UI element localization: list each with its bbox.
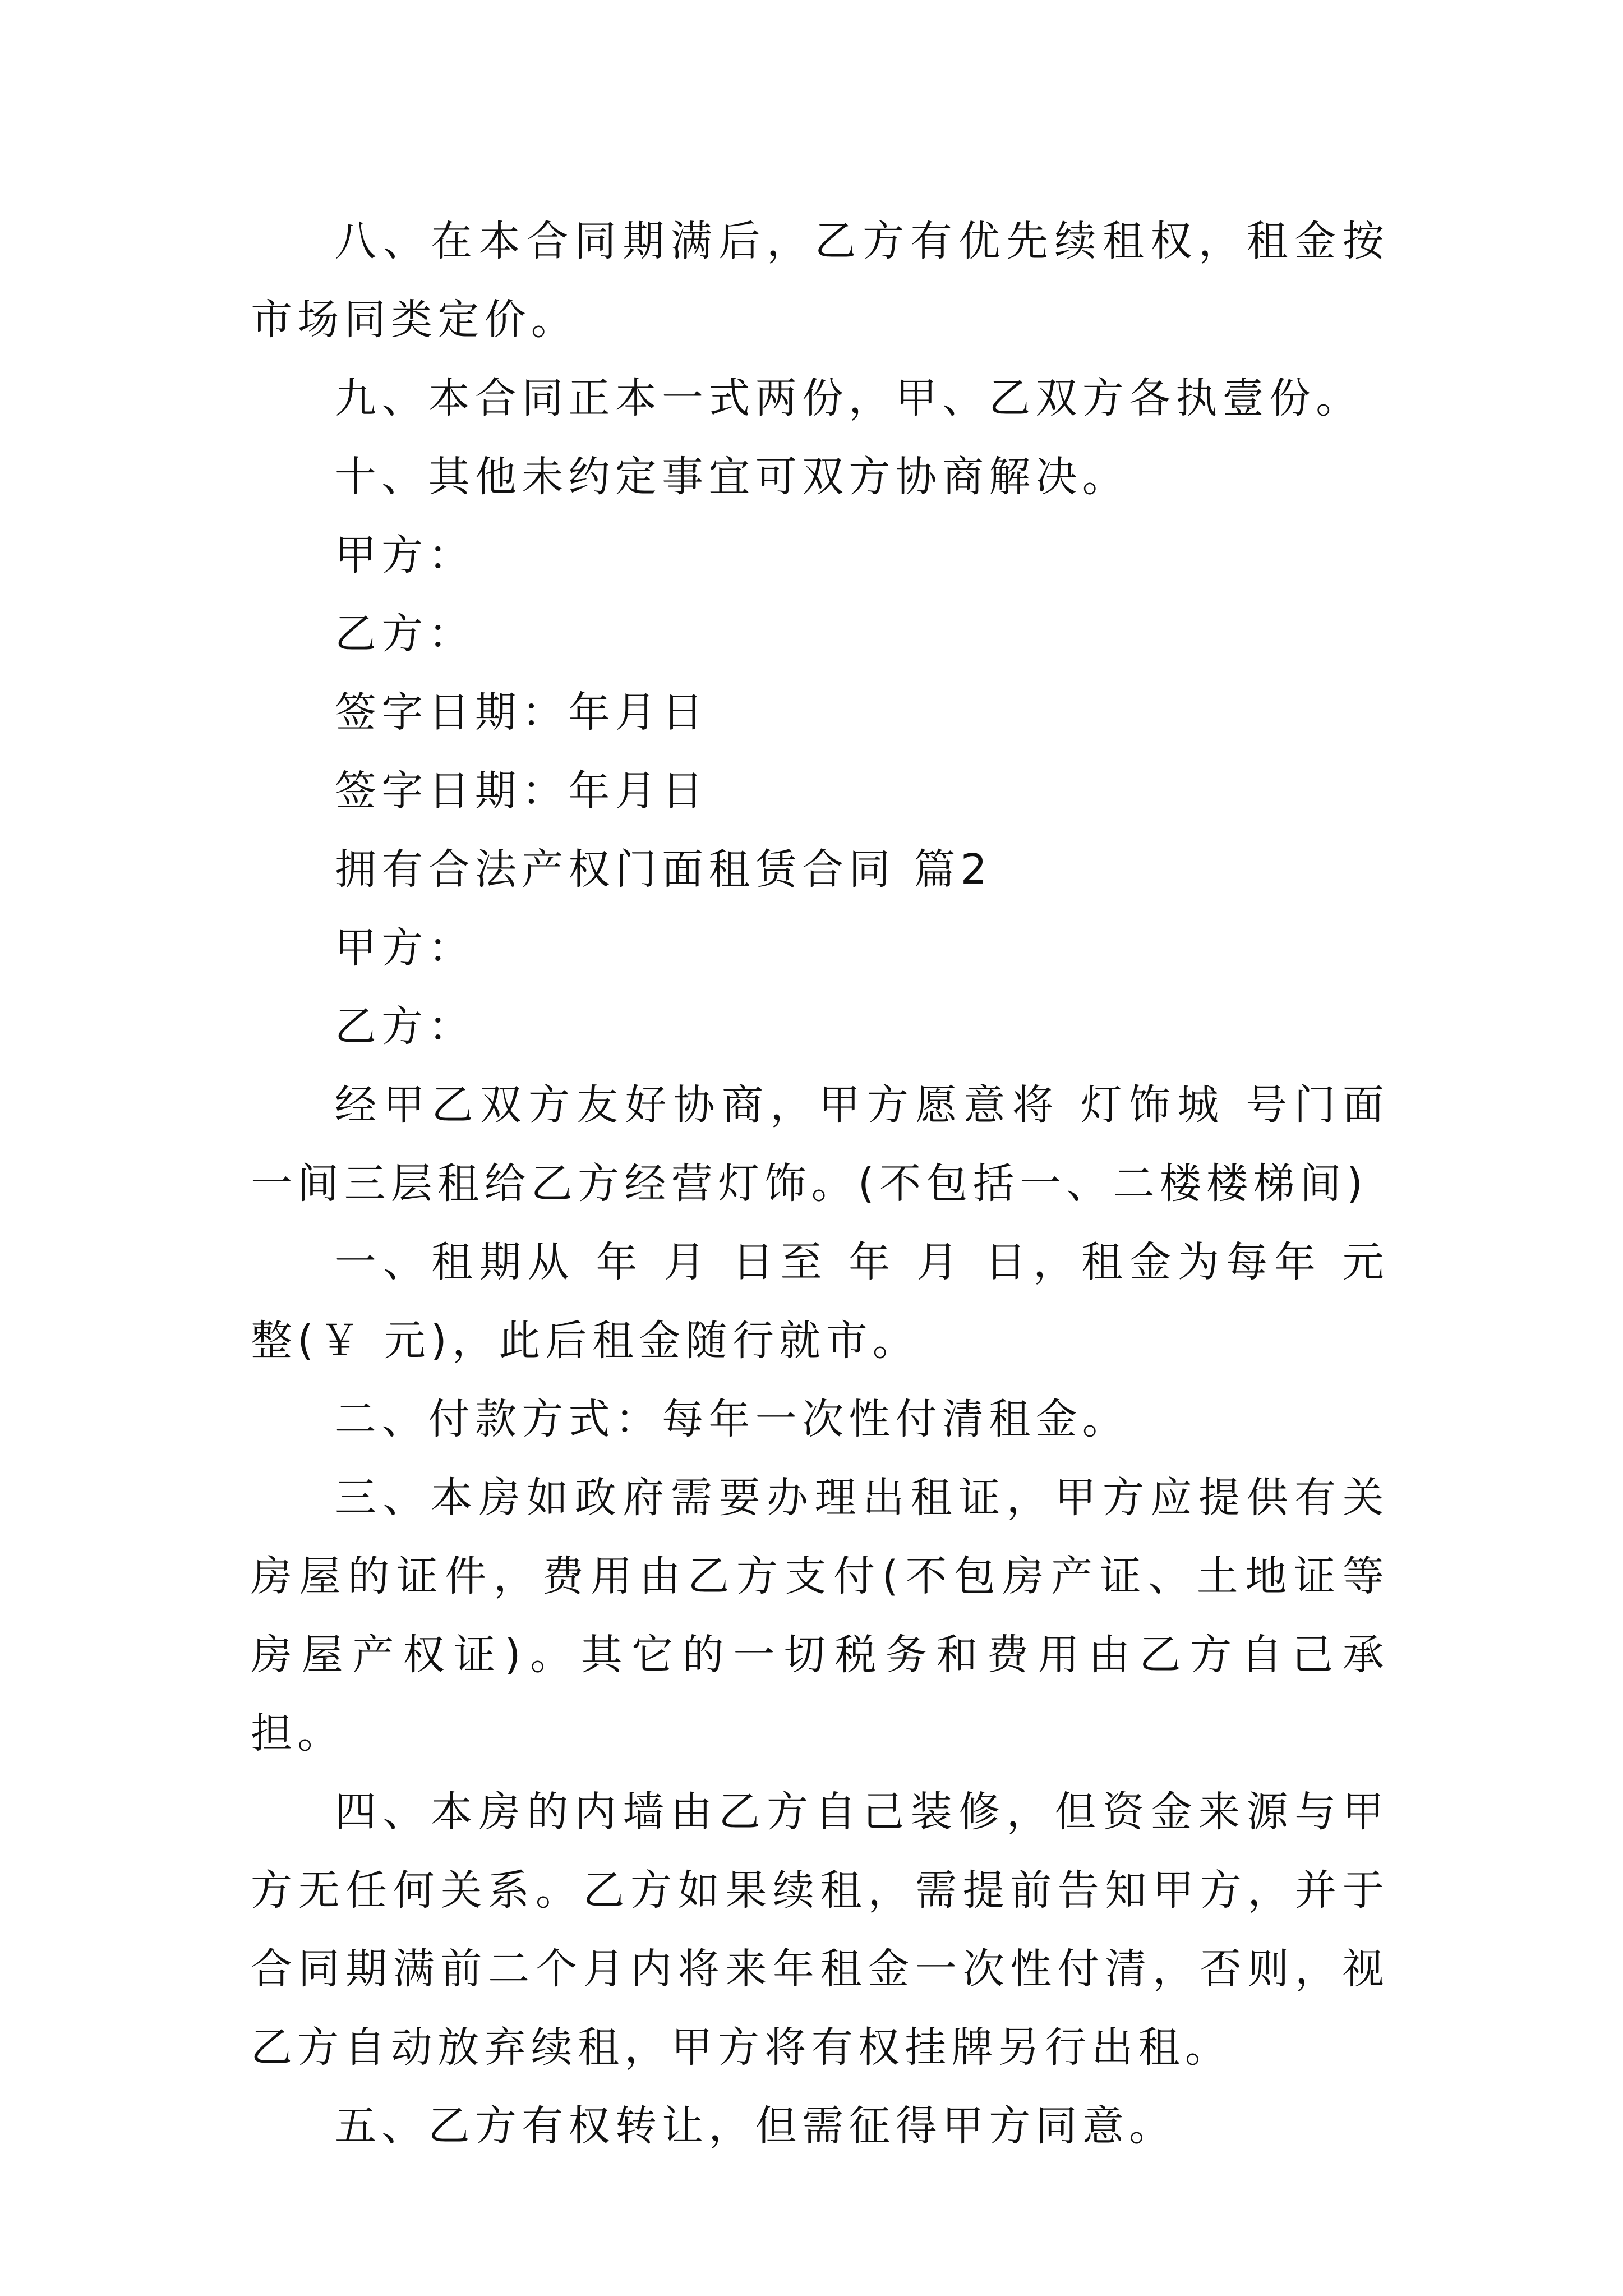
clause-4: 四、本房的内墙由乙方自己装修，但资金来源与甲方无任何关系。乙方如果续租，需提前告知甲方，并于合同期满前二个月内将来年租金一次性付清，否则，视乙方自动放弃续租，甲方将有权挂牌另行出租。 <box>251 1788 1389 2072</box>
clause-8: 八、在本合同期满后，乙方有优先续租权，租金按市场同类定价。 <box>251 217 1389 344</box>
clause-5: 五、乙方有权转让，但需征得甲方同意。 <box>335 2102 1176 2150</box>
sign-date-line: 签字日期：年月日 <box>335 688 709 737</box>
party-b-line: 乙方： <box>335 610 475 658</box>
section-title: 拥有合法产权门面租赁合同 篇2 <box>335 845 993 894</box>
clause-10: 十、其他未约定事宜可双方协商解决。 <box>335 453 1129 501</box>
clause-2: 二、付款方式：每年一次性付清租金。 <box>335 1395 1129 1443</box>
clause-9: 九、本合同正本一式两份，甲、乙双方各执壹份。 <box>335 374 1363 422</box>
sign-date-line: 签字日期：年月日 <box>335 767 709 815</box>
document-page <box>251 202 1389 2165</box>
clause-3: 三、本房如政府需要办理出租证，甲方应提供有关房屋的证件，费用由乙方支付(不包房产证、土地证等房屋产权证)。其它的一切税务和费用由乙方自己承担。 <box>251 1474 1389 1757</box>
party-b-line: 乙方： <box>335 1002 475 1051</box>
party-a-line: 甲方： <box>335 531 475 579</box>
party-a-line: 甲方： <box>335 924 475 972</box>
preamble: 经甲乙双方友好协商，甲方愿意将 灯饰城 号门面一间三层租给乙方经营灯饰。(不包括一、二楼楼梯间) <box>251 1081 1389 1208</box>
clause-1: 一、租期从 年 月 日至 年 月 日，租金为每年 元整(￥ 元)，此后租金随行就市。 <box>251 1238 1389 1365</box>
